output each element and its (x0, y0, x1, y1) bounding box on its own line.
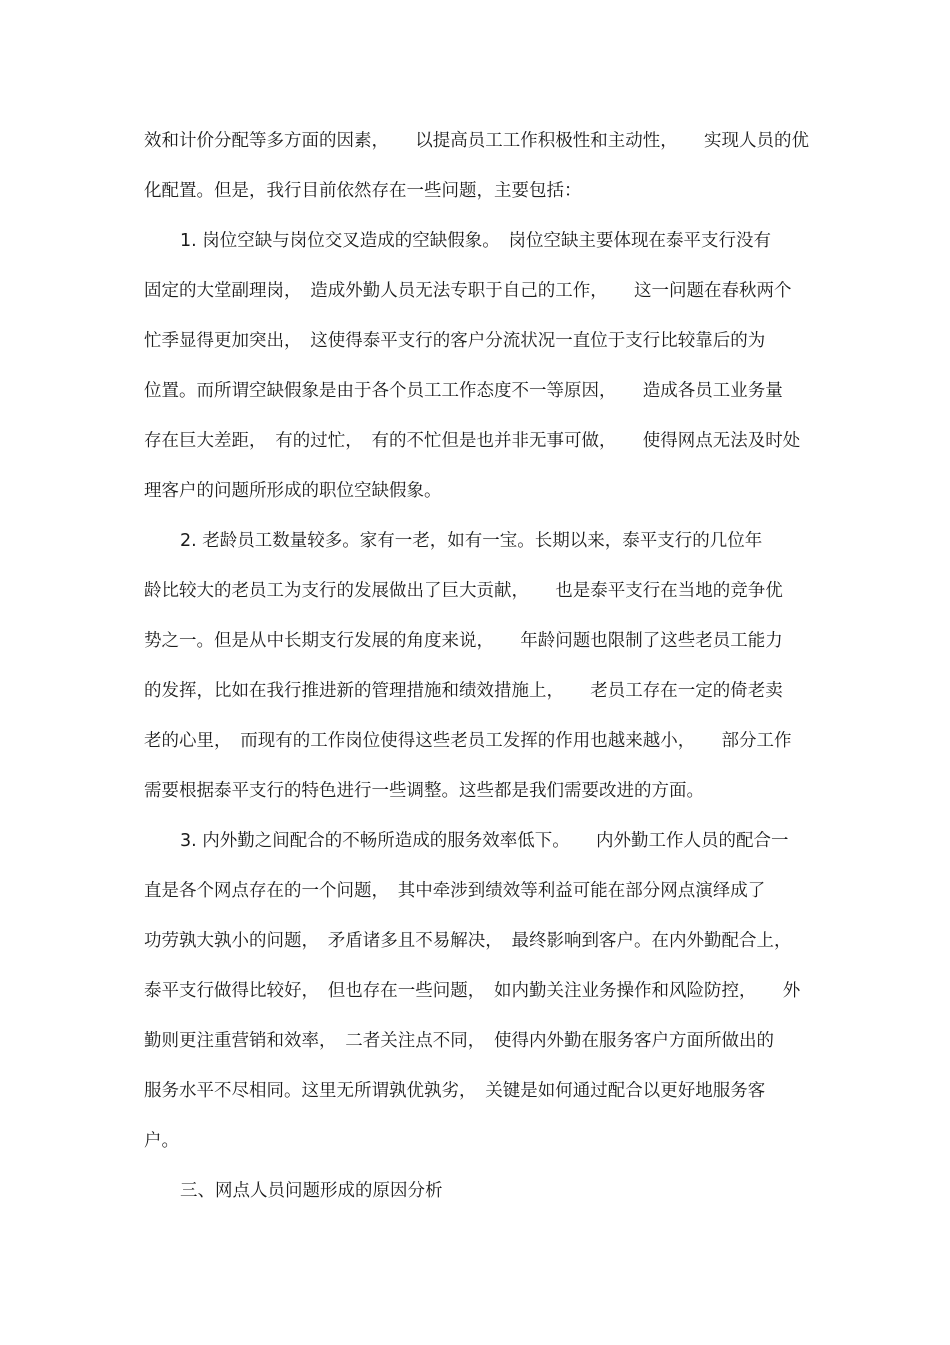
section-heading: 三、网点人员问题形成的原因分析 (180, 1181, 443, 1201)
paragraph-line: 的发挥，比如在我行推进新的管理措施和绩效措施上， 老员工存在一定的倚老卖 (144, 681, 783, 701)
paragraph-line: 化配置。但是，我行目前依然存在一些问题，主要包括： (144, 181, 582, 201)
paragraph-line: 老的心里， 而现有的工作岗位使得这些老员工发挥的作用也越来越小， 部分工作 (144, 731, 792, 751)
paragraph-line: 3. 内外勤之间配合的不畅所造成的服务效率低下。 内外勤工作人员的配合一 (180, 831, 789, 851)
paragraph-line: 服务水平不尽相同。这里无所谓孰优孰劣， 关键是如何通过配合以更好地服务客 (144, 1081, 766, 1101)
paragraph-line: 功劳孰大孰小的问题， 矛盾诸多且不易解决， 最终影响到客户。在内外勤配合上， (144, 931, 792, 951)
paragraph-line: 理客户的问题所形成的职位空缺假象。 (144, 481, 442, 501)
paragraph-line: 1. 岗位空缺与岗位交叉造成的空缺假象。 岗位空缺主要体现在泰平支行没有 (180, 231, 772, 251)
paragraph-line: 直是各个网点存在的一个问题， 其中牵涉到绩效等利益可能在部分网点演绎成了 (144, 881, 766, 901)
paragraph-line: 忙季显得更加突出， 这使得泰平支行的客户分流状况一直位于支行比较靠后的为 (144, 331, 766, 351)
paragraph-line: 固定的大堂副理岗， 造成外勤人员无法专职于自己的工作， 这一问题在春秋两个 (144, 281, 792, 301)
paragraph-line: 2. 老龄员工数量较多。家有一老，如有一宝。长期以来，泰平支行的几位年 (180, 531, 763, 551)
paragraph-line: 户。 (144, 1131, 179, 1151)
paragraph-line: 泰平支行做得比较好， 但也存在一些问题， 如内勤关注业务操作和风险防控， 外 (144, 981, 801, 1001)
paragraph-line: 存在巨大差距， 有的过忙， 有的不忙但是也并非无事可做， 使得网点无法及时处 (144, 431, 801, 451)
paragraph-line: 勤则更注重营销和效率， 二者关注点不同， 使得内外勤在服务客户方面所做出的 (144, 1031, 774, 1051)
paragraph-line: 需要根据泰平支行的特色进行一些调整。这些都是我们需要改进的方面。 (144, 781, 704, 801)
paragraph-line: 势之一。但是从中长期支行发展的角度来说， 年龄问题也限制了这些老员工能力 (144, 631, 783, 651)
paragraph-line: 位置。而所谓空缺假象是由于各个员工工作态度不一等原因， 造成各员工业务量 (144, 381, 783, 401)
paragraph-line: 龄比较大的老员工为支行的发展做出了巨大贡献， 也是泰平支行在当地的竞争优 (144, 581, 783, 601)
paragraph-line: 效和计价分配等多方面的因素， 以提高员工工作积极性和主动性， 实现人员的优 (144, 131, 809, 151)
